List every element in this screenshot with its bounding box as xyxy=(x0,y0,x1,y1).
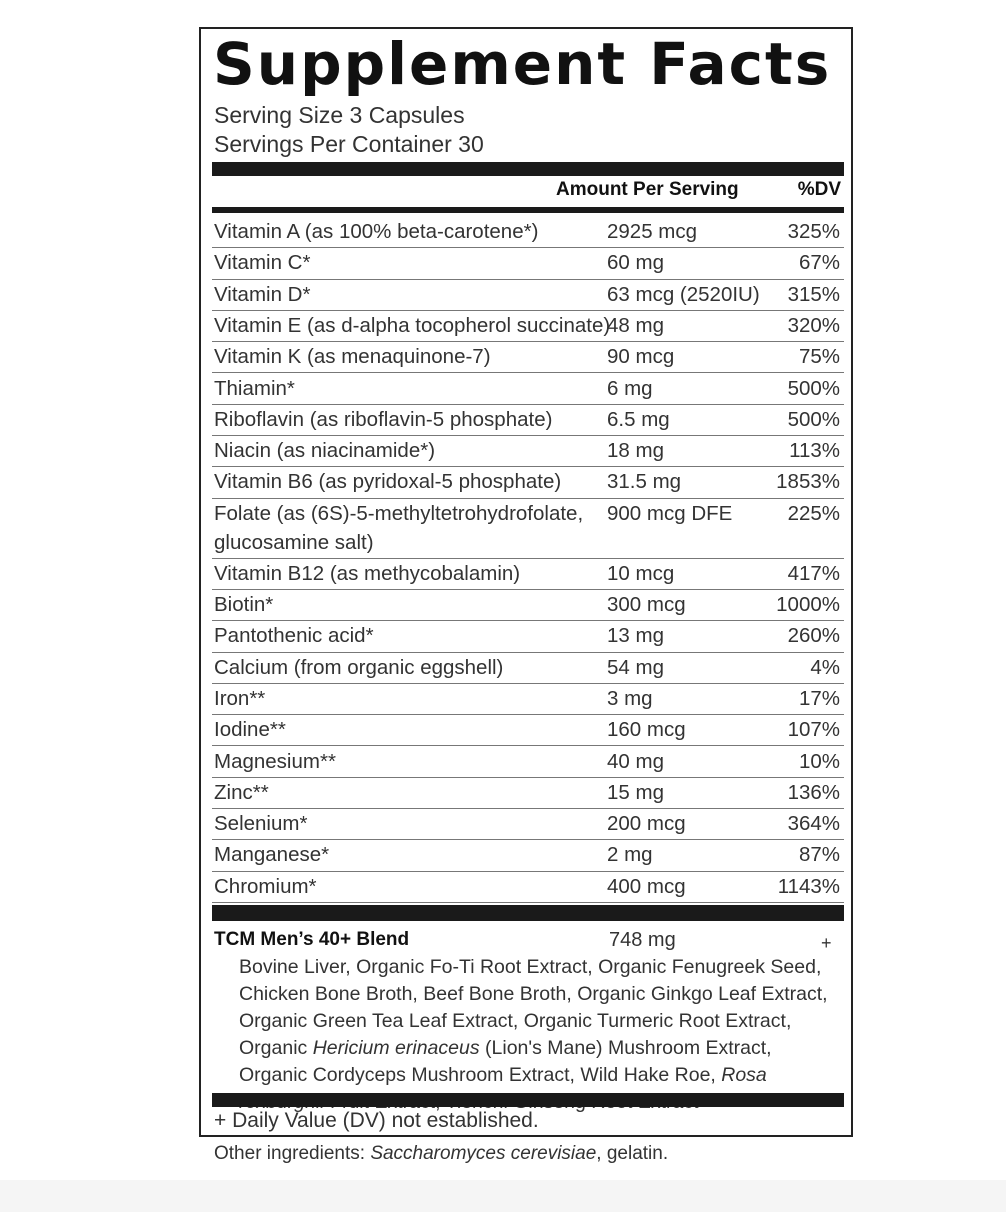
nutrient-dv: 4% xyxy=(810,655,840,679)
panel-title: Supplement Facts xyxy=(213,30,832,98)
nutrient-dv: 113% xyxy=(789,439,840,463)
nutrient-row xyxy=(212,311,844,342)
nutrient-dv: 17% xyxy=(798,686,840,710)
nutrient-row xyxy=(212,809,844,840)
nutrient-name: Thiamin* xyxy=(214,376,295,400)
nutrient-dv: 75% xyxy=(798,345,840,369)
nutrient-amount: 90 mcg xyxy=(607,345,675,369)
nutrient-row xyxy=(212,684,844,715)
blend-dv: + xyxy=(821,933,832,953)
nutrient-dv: 225% xyxy=(787,501,840,525)
nutrient-name-cont: glucosamine salt) xyxy=(214,530,374,554)
nutrient-amount: 48 mg xyxy=(607,313,664,337)
page-bottom-strip xyxy=(0,1180,1006,1212)
dv-header: %DV xyxy=(797,179,841,200)
nutrient-name: Vitamin E (as d-alpha tocopherol succinate) xyxy=(214,313,611,337)
nutrient-amount: 15 mg xyxy=(607,780,664,804)
nutrient-row xyxy=(212,374,844,405)
nutrient-name: Vitamin A (as 100% beta-carotene*) xyxy=(214,220,539,243)
dv-footnote: + Daily Value (DV) not established. xyxy=(214,1109,539,1132)
nutrient-dv: 1853% xyxy=(776,470,840,494)
nutrient-dv: 67% xyxy=(798,251,840,275)
nutrient-dv: 107% xyxy=(787,718,840,742)
nutrient-row xyxy=(212,499,844,559)
nutrient-name: Riboflavin (as riboflavin-5 phosphate) xyxy=(214,407,553,431)
nutrient-amount: 6.5 mg xyxy=(607,407,670,431)
nutrient-name: Biotin* xyxy=(214,593,274,616)
nutrient-dv: 325% xyxy=(787,220,840,243)
nutrient-amount: 2925 mcg xyxy=(607,220,698,243)
nutrient-name: Vitamin C* xyxy=(214,251,311,275)
nutrient-row xyxy=(212,248,844,279)
nutrient-row xyxy=(212,747,844,778)
nutrient-amount: 54 mg xyxy=(607,655,664,679)
nutrient-row xyxy=(212,467,844,498)
nutrient-amount: 63 mcg (2520IU) xyxy=(607,282,760,306)
amount-per-serving-header: Amount Per Serving xyxy=(556,179,739,200)
nutrient-row xyxy=(212,872,844,903)
nutrient-dv: 417% xyxy=(787,561,840,585)
blend-amount: 748 mg xyxy=(609,929,676,951)
nutrient-dv: 315% xyxy=(787,282,840,306)
nutrient-amount: 300 mcg xyxy=(607,593,686,616)
nutrient-amount: 6 mg xyxy=(607,376,653,400)
nutrient-row xyxy=(212,778,844,809)
nutrient-dv: 10% xyxy=(798,749,840,773)
nutrient-amount: 2 mg xyxy=(607,843,653,867)
nutrient-name: Folate (as (6S)-5-methyltetrohydrofolate, xyxy=(214,501,584,525)
nutrient-amount: 3 mg xyxy=(607,686,653,710)
nutrient-row xyxy=(212,653,844,684)
nutrient-row xyxy=(212,715,844,746)
nutrient-row xyxy=(212,621,844,652)
text-segment: Bovine Liver, Organic Fo-Ti Root Extract, Organic Fenugreek Seed, Chicken Bone Broth, Beef Bone Broth, Organic Ginkgo Leaf Extract, Organic Green Tea Leaf Extract, Organic Turmeric Root Extract, Organic xyxy=(239,956,828,1059)
nutrient-name: Vitamin D* xyxy=(214,282,311,306)
nutrient-row xyxy=(212,559,844,590)
nutrient-amount: 18 mg xyxy=(607,439,664,463)
nutrient-dv: 320% xyxy=(787,313,840,337)
nutrient-row xyxy=(212,342,844,373)
nutrient-amount: 40 mg xyxy=(607,749,664,773)
other-ingredients xyxy=(214,1143,668,1165)
thick-divider-bottom xyxy=(212,1093,844,1107)
text-segment: (Lion's Mane) Mushroom Extract, Organic Cordyceps Mushroom Extract, Wild Hake Roe, xyxy=(239,1037,772,1086)
nutrient-name: Iodine** xyxy=(214,718,286,742)
nutrient-dv: 500% xyxy=(787,407,840,431)
nutrient-dv: 1000% xyxy=(776,593,840,616)
nutrient-dv: 87% xyxy=(798,843,840,867)
nutrient-dv: 500% xyxy=(787,376,840,400)
nutrient-name: Niacin (as niacinamide*) xyxy=(214,439,436,463)
nutrient-amount: 13 mg xyxy=(607,624,664,648)
nutrient-name: Vitamin B12 (as methycobalamin) xyxy=(214,561,521,585)
nutrient-row xyxy=(212,436,844,467)
thick-divider-blend xyxy=(212,905,844,921)
nutrient-name: Vitamin K (as menaquinone-7) xyxy=(214,345,491,369)
blend-name: TCM Men’s 40+ Blend xyxy=(214,929,410,950)
nutrient-row xyxy=(212,840,844,871)
nutrient-name: Chromium* xyxy=(214,874,317,898)
italic-text: Rosa xyxy=(721,1064,767,1086)
nutrient-row xyxy=(212,280,844,311)
nutrient-name: Iron** xyxy=(214,686,266,710)
supplement-facts-panel xyxy=(199,27,853,1137)
nutrient-amount: 400 mcg xyxy=(607,874,686,898)
blend-ingredients xyxy=(239,954,829,1116)
nutrient-name: Zinc** xyxy=(214,780,269,804)
text-segment: Other ingredients: xyxy=(214,1143,371,1164)
nutrient-dv: 364% xyxy=(787,812,840,836)
thick-divider-top xyxy=(212,162,844,176)
nutrient-amount: 160 mcg xyxy=(607,718,686,742)
nutrient-row xyxy=(212,217,844,248)
nutrient-name: Manganese* xyxy=(214,843,330,867)
nutrient-name: Magnesium** xyxy=(214,749,336,773)
nutrient-dv: 260% xyxy=(787,624,840,648)
nutrient-dv: 1143% xyxy=(777,874,840,898)
nutrient-row xyxy=(212,405,844,436)
nutrient-name: Pantothenic acid* xyxy=(214,624,374,648)
nutrient-dv: 136% xyxy=(787,780,840,804)
serving-size: Serving Size 3 Capsules xyxy=(214,102,465,128)
nutrient-amount: 900 mcg DFE xyxy=(607,501,733,525)
nutrient-name: Selenium* xyxy=(214,812,308,836)
nutrient-amount: 60 mg xyxy=(607,251,664,275)
italic-text: Saccharomyces cerevisiae xyxy=(370,1143,597,1164)
nutrient-amount: 10 mcg xyxy=(607,561,675,585)
text-segment: , gelatin. xyxy=(596,1143,669,1164)
italic-text: Hericium erinaceus xyxy=(312,1037,480,1059)
nutrient-name: Vitamin B6 (as pyridoxal-5 phosphate) xyxy=(214,470,562,494)
servings-per-container: Servings Per Container 30 xyxy=(214,131,484,157)
nutrient-name: Calcium (from organic eggshell) xyxy=(214,655,504,679)
nutrient-amount: 200 mcg xyxy=(607,812,686,836)
header-divider xyxy=(212,207,844,213)
nutrient-amount: 31.5 mg xyxy=(607,470,682,494)
nutrient-row xyxy=(212,590,844,621)
